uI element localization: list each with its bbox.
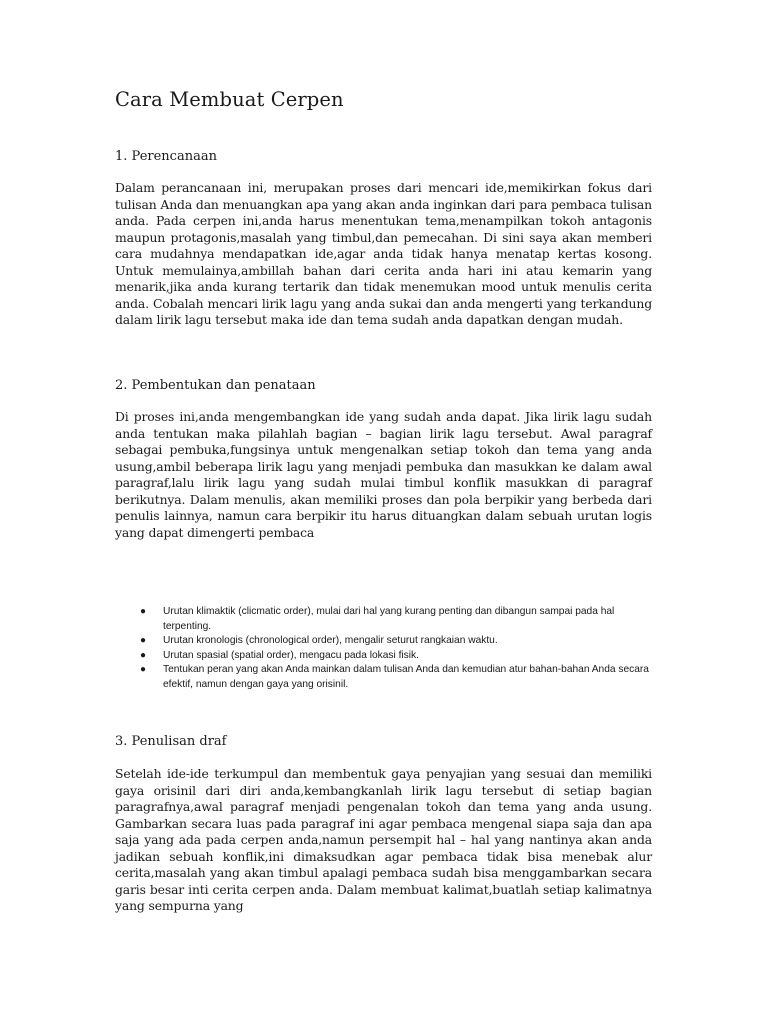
section-paragraph-perencanaan: Dalam perancanaan ini, merupakan proses dari mencari ide,memikirkan fokus dari tulisan Anda dan menuangkan apa yang akan anda inginkan dari para pembaca tulisan anda. Pada cerpen ini,anda harus menentukan tema,menampilkan tokoh antagonis maupun protagonis,masalah yang timbul,dan pemecahan. Di sini saya akan memberi cara mudahnya mendapatkan ide,agar anda tidak hanya menatap kertas kosong. Untuk memulainya,ambillah bahan dari cerita anda hari ini atau kemarin yang menarik,jika anda kurang tertarik dan tidak menemukan mood untuk menulis cerita anda. Cobalah mencari lirik lagu yang anda sukai dan anda mengerti yang terkandung dalam lirik lagu tersebut maka ide dan tema sudah anda dapatkan dengan mudah. — [115, 180, 652, 327]
section-heading-penulisan-draf: 3. Penulisan draf — [115, 734, 227, 749]
section-paragraph-penulisan-draf: Setelah ide-ide terkumpul dan membentuk gaya penyajian yang sesuai dan memiliki gaya orisinil dari diri anda,kembangkanlah lirik lagu tersebut di setiap bagian paragrafnya,awal paragraf menjadi pengenalan tokoh dan tema yang anda usung. Gambarkan secara luas pada paragraf ini agar pembaca mengenal siapa saja dan apa saja yang ada pada cerpen anda,namun persempit hal – hal yang nantinya akan anda jadikan sebuah konflik,ini dimaksudkan agar pembaca tidak bisa menebak alur cerita,masalah yang akan timbul apalagi pembaca sudah bisa menggambarkan secara garis besar inti cerita cerpen anda. Dalam membuat kalimat,buatlah setiap kalimatnya yang sempurna yang — [115, 766, 652, 913]
list-item-text: Tentukan peran yang akan Anda mainkan dalam tulisan Anda dan kemudian atur bahan-bahan Anda secara efektif, namun dengan gaya yang orisinil. — [163, 664, 649, 690]
bullet-icon: ● — [140, 664, 147, 675]
section-heading-pembentukan: 2. Pembentukan dan penataan — [115, 378, 316, 393]
section-paragraph-pembentukan: Di proses ini,anda mengembangkan ide yang sudah anda dapat. Jika lirik lagu sudah anda tentukan maka pilahlah bagian – bagian lirik lagu tersebut. Awal paragraf sebagai pembuka,fungsinya untuk mengenalkan setiap tokoh dan tema yang anda usung,ambil beberapa lirik lagu yang menjadi pembuka dan masukkan ke dalam awal paragraf,lalu lirik lagu yang sudah mulai timbul konflik masukkan di paragraf berikutnya. Dalam menulis, akan memiliki proses dan pola berpikir yang berbeda dari penulis lainnya, namun cara berpikir itu harus dituangkan dalam sebuah urutan logis yang dapat dimengerti pembaca — [115, 409, 652, 540]
list-item — [115, 605, 652, 634]
bullet-icon: ● — [140, 649, 147, 661]
list-item — [115, 663, 652, 692]
bullet-icon: ● — [140, 606, 147, 617]
list-item-text: Urutan kronologis (chronological order), mengalir seturut rangkaian waktu. — [163, 635, 498, 646]
list-item — [115, 634, 652, 649]
list-item-text: Urutan spasial (spatial order), mengacu pada lokasi fisik. — [163, 649, 419, 661]
bullet-list — [115, 605, 652, 692]
section-heading-perencanaan: 1. Perencanaan — [115, 149, 217, 164]
list-item — [115, 649, 652, 664]
document-title: Cara Membuat Cerpen — [115, 88, 344, 111]
bullet-icon: ● — [140, 635, 147, 646]
list-item-text: Urutan klimaktik (clicmatic order), mulai dari hal yang kurang penting dan dibangun sampai pada hal terpenting. — [163, 606, 615, 632]
